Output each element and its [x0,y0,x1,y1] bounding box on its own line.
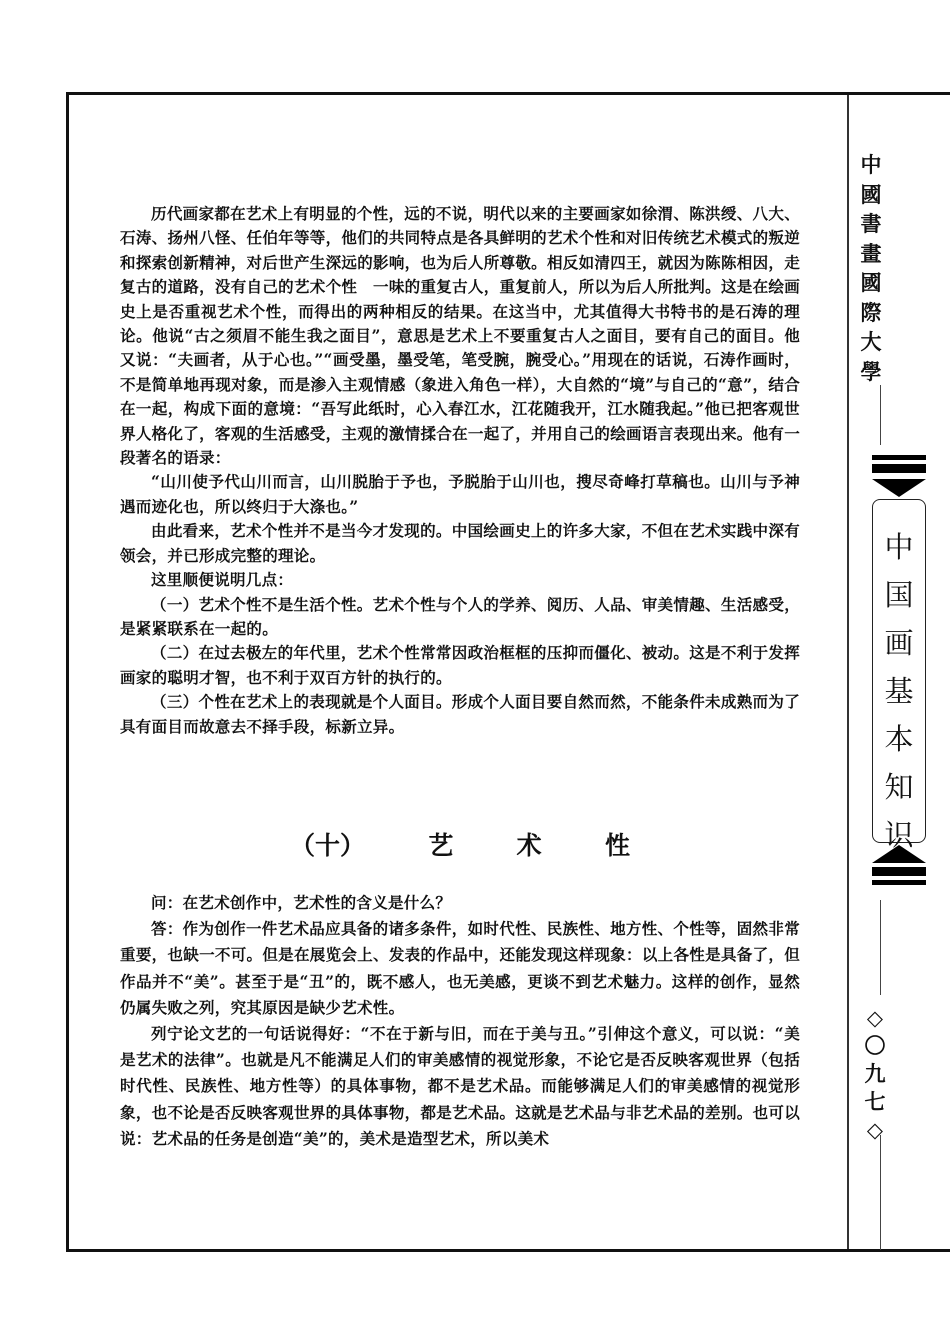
paragraph: （三）个性在艺术上的表现就是个人面目。形成个人面目要自然而然，不能条件未成熟而为了具有面目而故意去不择手段，标新立异。 [120,692,800,736]
question: 问：在艺术创作中，艺术性的含义是什么？ [151,893,452,912]
book-title-plaque [868,455,930,887]
side-rule [880,1135,881,1250]
paragraph: “山川使予代山川而言，山川脱胎于予也，予脱胎于山川也，搜尽奇峰打草稿也。山川与予神遇而迹化也，所以终归于大涤也。” [120,472,800,516]
side-rule [880,385,881,445]
page-number-vertical: ◇〇九七◇ [864,1005,886,1142]
plaque-ornament [872,845,926,863]
plaque-bar [872,880,926,885]
paragraph: 这里顺便说明几点： [151,570,294,590]
book-title-vertical: 中国画基本知识 [884,530,914,852]
section-heading [290,826,630,862]
section-title-char: 艺 [428,831,454,860]
answer: 答：作为创作一件艺术品应具备的诸多条件，如时代性、民族性、地方性、个性等，固然非常重要，也缺一不可。但是在展览会上、发表的作品中，还能发现这样现象：以上各性是具备了，但作品并不“美”。甚至于是“丑”的，既不感人，也无美感，更谈不到艺术魅力。这样的创作，显然仍属失败之列，究其原因是缺少艺术性。 [120,919,800,1017]
school-name-vertical: 中國書畫國際大學 [860,152,882,384]
section-title-char: 术 [516,831,542,860]
section-number: （十） [290,831,366,860]
plaque-bar [872,455,926,460]
paragraph: （一）艺术个性不是生活个性。艺术个性与个人的学养、阅历、人品、审美情趣、生活感受，是紧紧联系在一起的。 [120,594,800,638]
side-rule [880,900,881,995]
paragraph: 列宁论文艺的一句话说得好：“不在于新与旧，而在于美与丑。”引伸这个意义，可以说：“美是艺术的法律”。也就是凡不能满足人们的审美感情的视觉形象，不论它是否反映客观世界（包括时代性、民族性、地方性等）的具体事物，都不是艺术品。而能够满足人们的审美感情的视觉形象，也不论是否反映客观世界的具体事物，都是艺术品。这就是艺术品与非艺术品的差别。也可以说：艺术品的任务是创造“美”的，美术是造型艺术，所以美术 [120,1024,800,1148]
plaque-bar [872,867,926,876]
paragraph: 历代画家都在艺术上有明显的个性，远的不说，明代以来的主要画家如徐渭、陈洪绶、八大、石涛、扬州八怪、任伯年等等，他们的共同特点是各具鲜明的艺术个性和对旧传统艺术模式的叛逆和探索创新精神，对后世产生深远的影响，也为后人所尊敬。相反如清四王，就因为陈陈相因，走复古的道路，没有自己的艺术个性 一味的重复古人，重复前人，所以为后人所批判。这是在绘画史上是否重视艺术个性，而得出的两种相反的结果。在这当中，尤其值得大书特书的是石涛的理论。他说“古之须眉不能生我之面目”，意思是艺术上不要重复古人之面目，要有自己的面目。他又说：“夫画者，从于心也。”“画受墨，墨受笔，笔受腕，腕受心。”用现在的话说，石涛作画时，不是简单地再现对象，而是渗入主观情感（象进入角色一样），大自然的“境”与自己的“意”，结合在一起，构成下面的意境：“吾写此纸时，心入春江水，江花随我开，江水随我起。”他已把客观世界人格化了，客观的生活感受，主观的激情揉合在一起了，并用自己的绘画语言表现出来。他有一段著名的语录： [120,204,800,468]
main-text [120,202,800,739]
plaque-bar [872,464,926,473]
paragraph: （二）在过去极左的年代里，艺术个性常常因政治框框的压抑而僵化、被动。这是不利于发挥画家的聪明才智，也不利于双百方针的执行的。 [120,643,800,687]
margin-divider [847,95,849,1249]
section-title-char: 性 [604,831,630,860]
plaque-ornament [872,479,926,497]
qa-text [120,890,800,1152]
paragraph: 由此看来，艺术个性并不是当今才发现的。中国绘画史上的许多大家，不但在艺术实践中深有领会，并已形成完整的理论。 [120,521,800,565]
